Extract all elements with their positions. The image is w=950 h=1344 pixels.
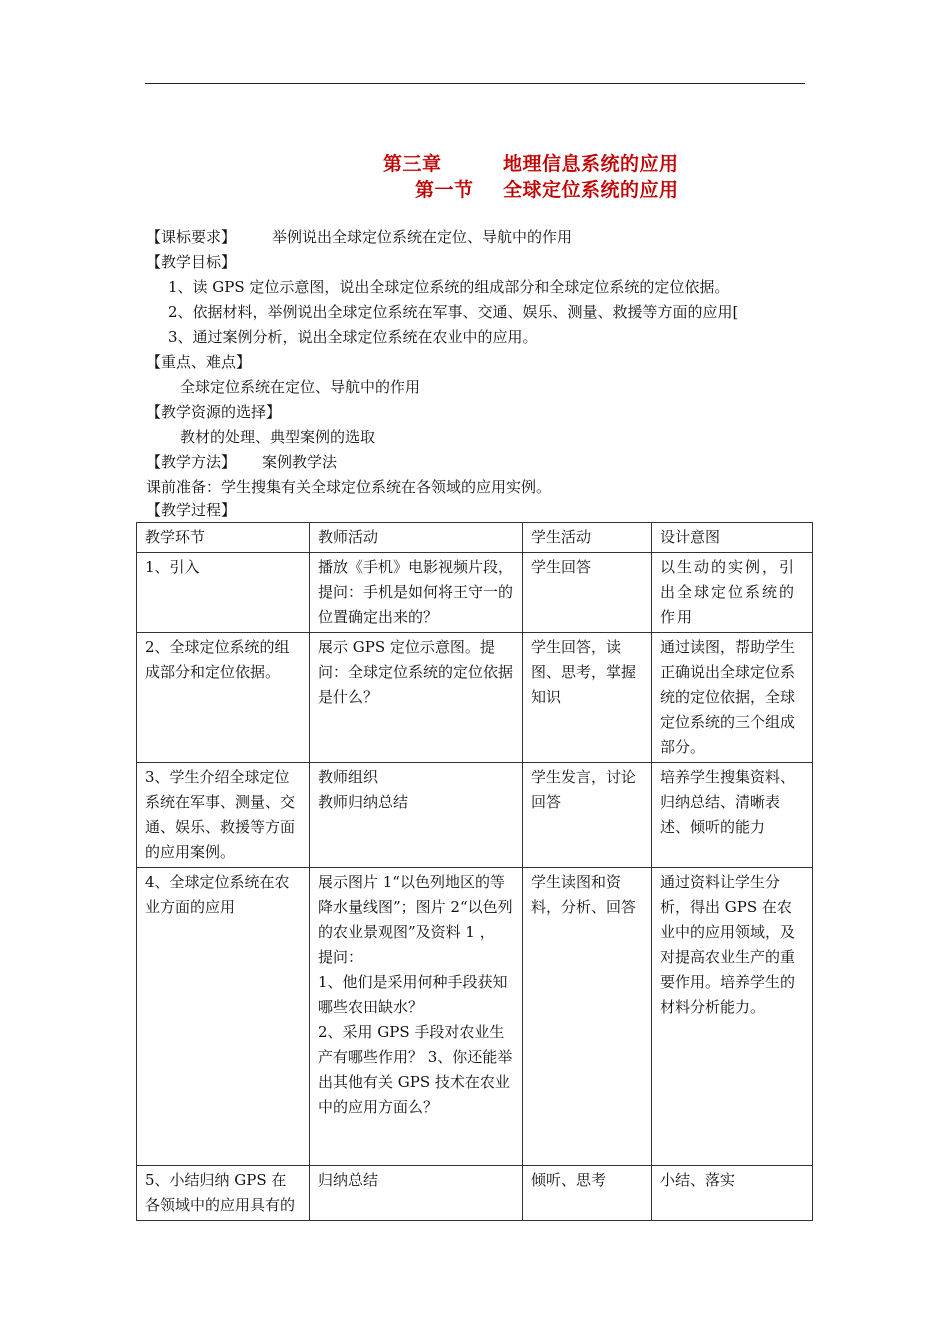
process-label: 【教学过程】 <box>146 501 237 519</box>
table-cell: 2、全球定位系统的组成部分和定位依据。 <box>137 633 310 763</box>
req-text: 举例说出全球定位系统在定位、导航中的作用 <box>272 228 573 246</box>
table-cell: 教师组织 教师归纳总结 <box>310 763 523 868</box>
table-cell: 展示图片 1“以色列地区的等降水量线图”；图片 2“以色列的农业景观图”及资料 1 ， 提问： 1、他们是采用何种手段获知哪些农田缺水？ 2、采用 GPS 手段对农业生产有哪些作用？ 3、你还能举出其他有关 GPS 技术在农业中的应用方面么？ <box>310 868 523 1166</box>
goal-item: 2、依据材料，举例说出全球定位系统在军事、交通、娱乐、测量、救援等方面的应用[ <box>168 303 739 321</box>
prep-text: 课前准备：学生搜集有关全球定位系统在各领域的应用实例。 <box>146 478 552 496</box>
table-cell: 4、全球定位系统在农业方面的应用 <box>137 868 310 1166</box>
table-cell: 1、引入 <box>137 553 310 633</box>
table-cell: 学生回答，读图、思考，掌握知识 <box>523 633 652 763</box>
table-row <box>137 1166 813 1221</box>
table-cell: 播放《手机》电影视频片段，提问：手机是如何将王守一的位置确定出来的？ <box>310 553 523 633</box>
chapter-title: 地理信息系统的应用 <box>503 153 679 175</box>
table-cell: 小结、落实 <box>652 1166 813 1221</box>
goals-label: 【教学目标】 <box>146 253 237 271</box>
table-cell: 以生动的实例，引出全球定位系统的作用 <box>652 553 813 633</box>
table-cell: 展示 GPS 定位示意图。提问：全球定位系统的定位依据是什么？ <box>310 633 523 763</box>
table-cell: 通过资料让学生分析，得出 GPS 在农业中的应用领域，及对提高农业生产的重要作用。培养学生的材料分析能力。 <box>652 868 813 1166</box>
table-cell: 倾听、思考 <box>523 1166 652 1221</box>
resource-text: 教材的处理、典型案例的选取 <box>180 428 376 446</box>
goal-item: 3、通过案例分析，说出全球定位系统在农业中的应用。 <box>168 328 538 346</box>
table-header-row <box>137 523 813 553</box>
table-header-cell: 学生活动 <box>523 523 652 553</box>
table-header-cell: 教师活动 <box>310 523 523 553</box>
table-cell: 学生发言，讨论回答 <box>523 763 652 868</box>
header-rule <box>145 83 805 84</box>
table-row <box>137 763 813 868</box>
req-label: 【课标要求】 <box>146 228 237 246</box>
table-header-cell: 设计意图 <box>652 523 813 553</box>
chapter-label: 第三章 <box>383 153 442 175</box>
process-table <box>136 522 813 1221</box>
table-cell: 通过读图，帮助学生正确说出全球定位系统的定位依据，全球定位系统的三个组成部分。 <box>652 633 813 763</box>
table-cell: 学生读图和资料，分析、回答 <box>523 868 652 1166</box>
resource-label: 【教学资源的选择】 <box>146 403 282 421</box>
method-label: 【教学方法】 <box>146 453 237 471</box>
table-cell: 5、小结归纳 GPS 在各领域中的应用具有的 <box>137 1166 310 1221</box>
table-row <box>137 633 813 763</box>
section-label: 第一节 <box>415 179 474 201</box>
key-text: 全球定位系统在定位、导航中的作用 <box>180 378 421 396</box>
table-cell: 归纳总结 <box>310 1166 523 1221</box>
table-row <box>137 553 813 633</box>
table-cell: 学生回答 <box>523 553 652 633</box>
method-text: 案例教学法 <box>262 453 338 471</box>
section-title: 全球定位系统的应用 <box>503 179 679 201</box>
table-header-cell: 教学环节 <box>137 523 310 553</box>
table-cell: 3、学生介绍全球定位系统在军事、测量、交通、娱乐、救援等方面的应用案例。 <box>137 763 310 868</box>
goal-item: 1、读 GPS 定位示意图，说出全球定位系统的组成部分和全球定位系统的定位依据。 <box>168 278 730 296</box>
table-cell: 培养学生搜集资料、归纳总结、清晰表述、倾听的能力 <box>652 763 813 868</box>
key-label: 【重点、难点】 <box>146 353 252 371</box>
table-row <box>137 868 813 1166</box>
